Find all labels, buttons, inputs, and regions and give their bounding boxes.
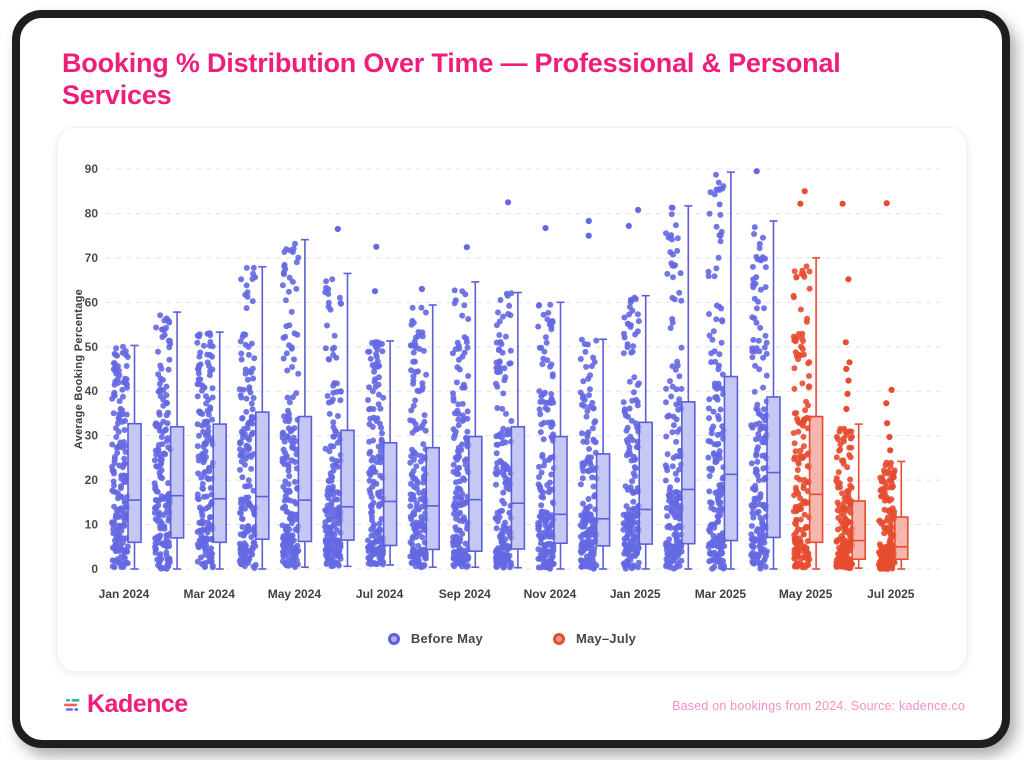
legend-label: May–July: [575, 631, 637, 646]
svg-text:Mar 2025: Mar 2025: [694, 587, 747, 601]
svg-text:40: 40: [84, 384, 98, 399]
svg-text:Jul 2024: Jul 2024: [355, 587, 404, 601]
svg-text:May 2025: May 2025: [778, 587, 833, 601]
brand-name: Kadence: [87, 690, 188, 718]
svg-text:20: 20: [84, 473, 98, 488]
chart-panel: [57, 127, 967, 672]
legend-swatch-red-icon: [553, 633, 565, 645]
svg-text:May 2024: May 2024: [267, 587, 322, 601]
svg-text:Jan 2025: Jan 2025: [609, 587, 661, 601]
legend-item-may-july: [553, 631, 636, 646]
legend-item-before-may: [388, 631, 483, 646]
svg-text:10: 10: [84, 517, 98, 532]
svg-text:90: 90: [84, 162, 98, 176]
kadence-logo-icon: [62, 695, 84, 715]
chart-legend: [58, 631, 966, 646]
svg-text:70: 70: [84, 250, 98, 265]
y-axis-title: Average Booking Percentage: [73, 288, 85, 450]
svg-text:80: 80: [84, 206, 98, 221]
source-attribution: Based on bookings from 2024. Source: kadence.co: [672, 699, 965, 713]
svg-text:Sep 2024: Sep 2024: [438, 587, 491, 601]
page-title: Booking % Distribution Over Time — Professional & Personal Services: [62, 48, 841, 110]
svg-text:60: 60: [84, 295, 98, 310]
boxplot-chart: [58, 128, 968, 618]
svg-text:0: 0: [91, 562, 98, 576]
svg-text:Jan 2024: Jan 2024: [98, 587, 150, 601]
svg-text:30: 30: [84, 428, 98, 443]
svg-text:Mar 2024: Mar 2024: [183, 587, 235, 601]
svg-text:Jul 2025: Jul 2025: [867, 587, 915, 601]
legend-swatch-blue-icon: [388, 633, 400, 645]
svg-text:50: 50: [84, 339, 98, 354]
svg-text:Nov 2024: Nov 2024: [523, 587, 577, 601]
kadence-logo: [62, 690, 188, 719]
legend-label: Before May: [410, 631, 483, 646]
